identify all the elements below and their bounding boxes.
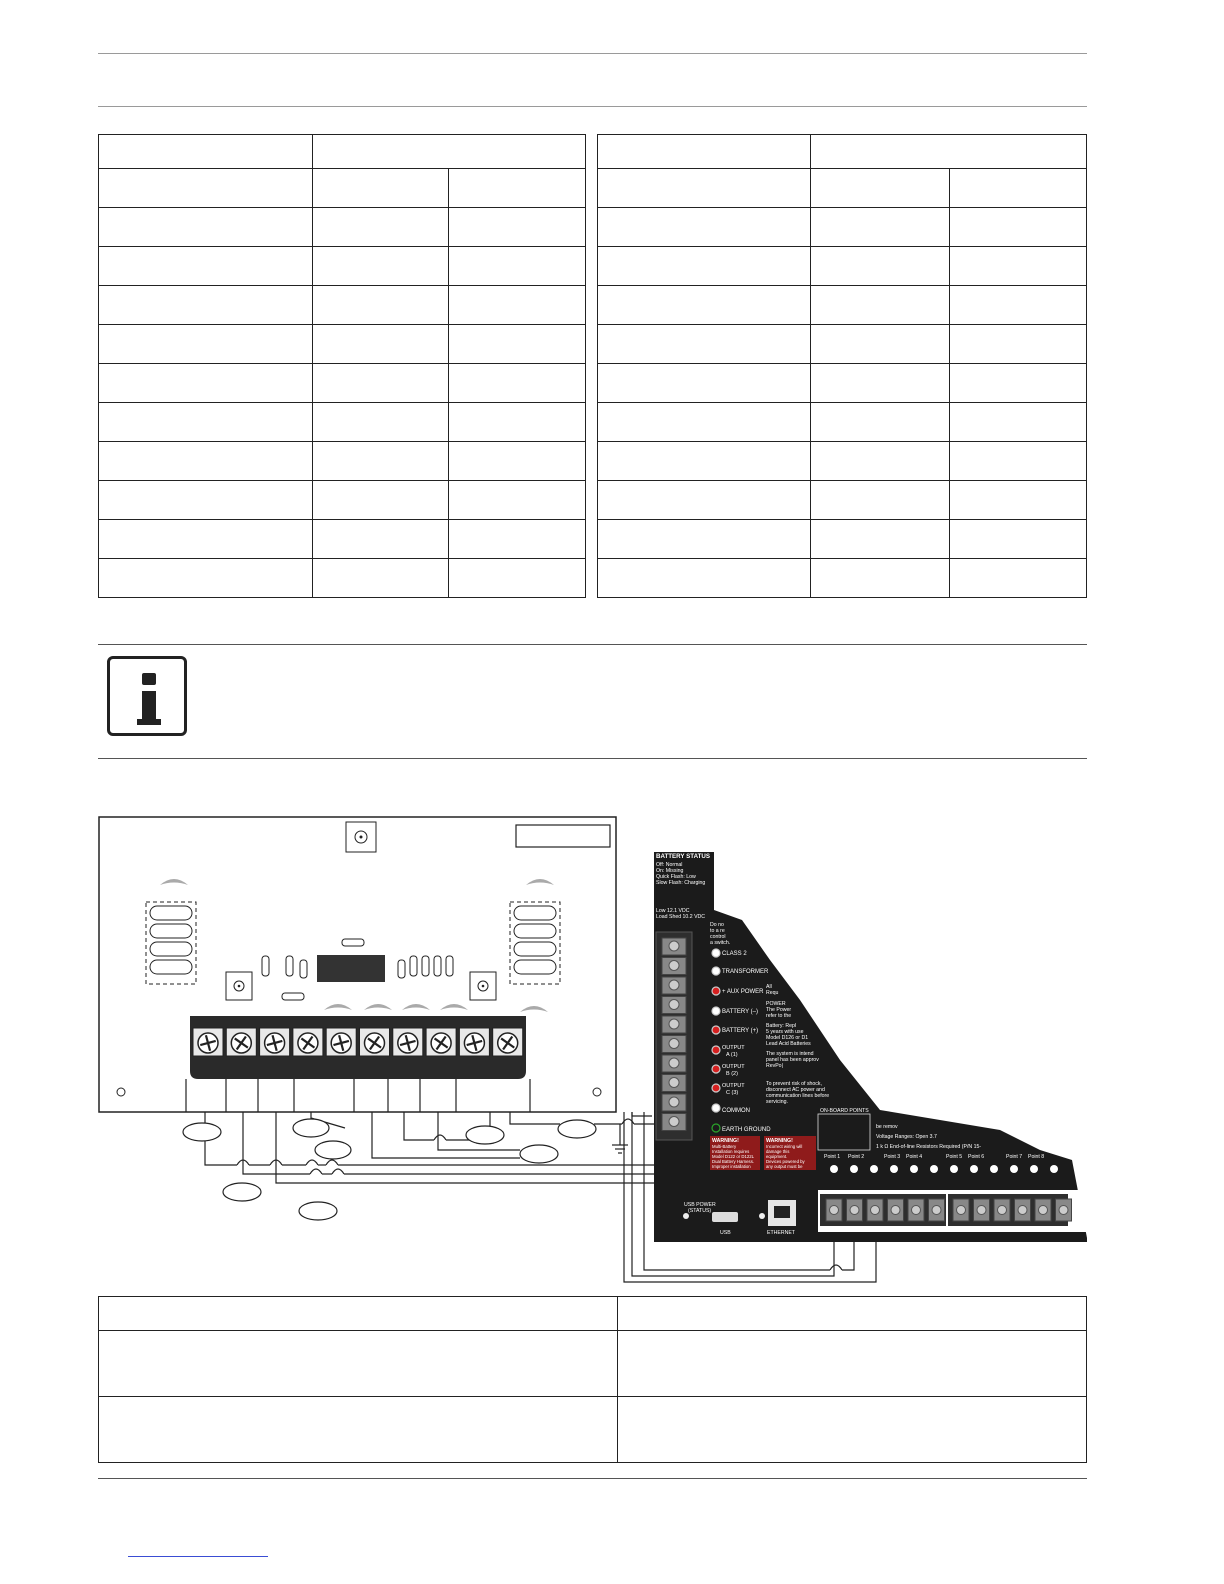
- svg-text:any output must be: any output must be: [766, 1164, 803, 1169]
- svg-text:Off: Normal: Off: Normal: [656, 862, 683, 868]
- callout-6: [558, 1120, 596, 1138]
- svg-text:servicing.: servicing.: [766, 1099, 788, 1105]
- svg-text:Point 5: Point 5: [946, 1154, 963, 1160]
- svg-text:damage this: damage this: [766, 1149, 790, 1154]
- status-led: [712, 987, 720, 995]
- svg-text:To prevent risk of shock,: To prevent risk of shock,: [766, 1081, 822, 1087]
- point-dot: [850, 1165, 858, 1173]
- svg-text:WARNING!: WARNING!: [712, 1138, 739, 1144]
- svg-text:ON-BOARD POINTS: ON-BOARD POINTS: [820, 1108, 869, 1114]
- callout-1: [183, 1123, 221, 1141]
- callout-4: [466, 1126, 504, 1144]
- svg-text:Improper installation: Improper installation: [712, 1164, 751, 1169]
- svg-text:USB POWER: USB POWER: [684, 1202, 716, 1208]
- svg-text:RevPo|: RevPo|: [766, 1063, 783, 1069]
- svg-text:Lead Acid Batteries: Lead Acid Batteries: [766, 1041, 811, 1047]
- point-dot: [990, 1165, 998, 1173]
- svg-text:BATTERY (–): BATTERY (–): [722, 1009, 759, 1015]
- svg-text:Do no: Do no: [710, 922, 724, 928]
- point-dot: [910, 1165, 918, 1173]
- svg-text:Model D122 or D122L: Model D122 or D122L: [712, 1154, 755, 1159]
- svg-text:Incorrect wiring will: Incorrect wiring will: [766, 1144, 803, 1149]
- svg-text:+ AUX POWER: + AUX POWER: [722, 989, 764, 995]
- svg-text:equipment.: equipment.: [766, 1154, 788, 1159]
- status-led: [712, 1065, 720, 1073]
- svg-text:Dual Battery Harness.: Dual Battery Harness.: [712, 1159, 755, 1164]
- svg-text:The system is intend: The system is intend: [766, 1051, 814, 1057]
- svg-text:A (1): A (1): [726, 1052, 738, 1058]
- svg-text:Point 1: Point 1: [824, 1154, 841, 1160]
- svg-text:TRANSFORMER: TRANSFORMER: [722, 969, 769, 975]
- svg-text:5 years with use: 5 years with use: [766, 1029, 804, 1035]
- svg-text:B (2): B (2): [726, 1071, 738, 1077]
- svg-text:Model D126 or D1: Model D126 or D1: [766, 1035, 809, 1041]
- svg-text:Load Shed 10.2 VDC: Load Shed 10.2 VDC: [656, 914, 706, 920]
- svg-text:disconnect AC power and: disconnect AC power and: [766, 1087, 825, 1093]
- svg-text:refer to the: refer to the: [766, 1013, 792, 1019]
- svg-text:control: control: [710, 934, 726, 940]
- point-dot: [1010, 1165, 1018, 1173]
- status-led: [712, 967, 720, 975]
- svg-text:Point 4: Point 4: [906, 1154, 923, 1160]
- status-led: [712, 1046, 720, 1054]
- callout-3: [315, 1141, 351, 1159]
- status-led: [712, 1084, 720, 1092]
- svg-text:BATTERY (+): BATTERY (+): [722, 1028, 759, 1034]
- svg-text:CLASS 2: CLASS 2: [722, 951, 747, 957]
- svg-text:OUTPUT: OUTPUT: [722, 1064, 745, 1070]
- ic-chip: [317, 955, 385, 982]
- point-dot: [890, 1165, 898, 1173]
- callout-5: [520, 1145, 558, 1163]
- footer-rule: [98, 1478, 1087, 1479]
- svg-text:(STATUS): (STATUS): [688, 1208, 712, 1214]
- svg-text:Quick Flash: Low: Quick Flash: Low: [656, 874, 696, 880]
- svg-text:OUTPUT: OUTPUT: [722, 1045, 745, 1051]
- svg-text:1 k Ω End-of-line Resistors Re: 1 k Ω End-of-line Resistors Required (P/N 15-: [876, 1144, 982, 1150]
- svg-text:COMMON: COMMON: [722, 1108, 750, 1114]
- module-label-box: [516, 825, 610, 847]
- footer-link-underline[interactable]: [128, 1556, 268, 1557]
- callout-2: [293, 1119, 329, 1137]
- svg-text:Voltage Ranges: Open 3.7: Voltage Ranges: Open 3.7: [876, 1134, 937, 1140]
- svg-text:POWER: POWER: [766, 1001, 786, 1007]
- status-led: [712, 1026, 720, 1034]
- point-dot: [930, 1165, 938, 1173]
- svg-text:be remov: be remov: [876, 1124, 898, 1130]
- svg-text:Requ: Requ: [766, 990, 779, 996]
- callout-table: [98, 1296, 1087, 1463]
- svg-text:Slow Flash: Charging: Slow Flash: Charging: [656, 880, 706, 886]
- svg-text:WARNING!: WARNING!: [766, 1138, 793, 1144]
- status-led: [712, 1104, 720, 1112]
- svg-text:Point 3: Point 3: [884, 1154, 901, 1160]
- svg-text:Point 8: Point 8: [1028, 1154, 1045, 1160]
- svg-text:Multi-Battery: Multi-Battery: [712, 1144, 737, 1149]
- svg-text:Devices powered by: Devices powered by: [766, 1159, 805, 1164]
- svg-text:Point 7: Point 7: [1006, 1154, 1023, 1160]
- point-dot: [970, 1165, 978, 1173]
- point-dot: [1030, 1165, 1038, 1173]
- point-dot: [830, 1165, 838, 1173]
- svg-text:The Power: The Power: [766, 1007, 792, 1013]
- svg-text:a switch.: a switch.: [710, 940, 731, 946]
- point-dot: [870, 1165, 878, 1173]
- svg-text:EARTH GROUND: EARTH GROUND: [722, 1127, 771, 1133]
- battery-status-label: BATTERY STATUS: [656, 853, 710, 860]
- svg-text:OUTPUT: OUTPUT: [722, 1083, 745, 1089]
- svg-text:C (3): C (3): [726, 1090, 739, 1096]
- svg-text:Point 6: Point 6: [968, 1154, 985, 1160]
- point-dot: [950, 1165, 958, 1173]
- svg-text:All: All: [766, 984, 772, 990]
- status-led: [712, 949, 720, 957]
- svg-text:to a re: to a re: [710, 928, 725, 934]
- svg-text:ETHERNET: ETHERNET: [767, 1230, 795, 1236]
- callout-8: [299, 1202, 337, 1220]
- svg-text:panel has been approv: panel has been approv: [766, 1057, 819, 1063]
- svg-text:communication lines before: communication lines before: [766, 1093, 830, 1099]
- svg-text:Battery: Repl: Battery: Repl: [766, 1023, 796, 1029]
- svg-text:Low 12.1 VDC: Low 12.1 VDC: [656, 908, 690, 914]
- svg-text:USB: USB: [720, 1230, 731, 1236]
- svg-text:Installation requires: Installation requires: [712, 1149, 750, 1154]
- svg-text:On: Missing: On: Missing: [656, 868, 684, 874]
- status-led: [712, 1007, 720, 1015]
- svg-text:Point 2: Point 2: [848, 1154, 865, 1160]
- point-dot: [1050, 1165, 1058, 1173]
- callout-7: [223, 1183, 261, 1201]
